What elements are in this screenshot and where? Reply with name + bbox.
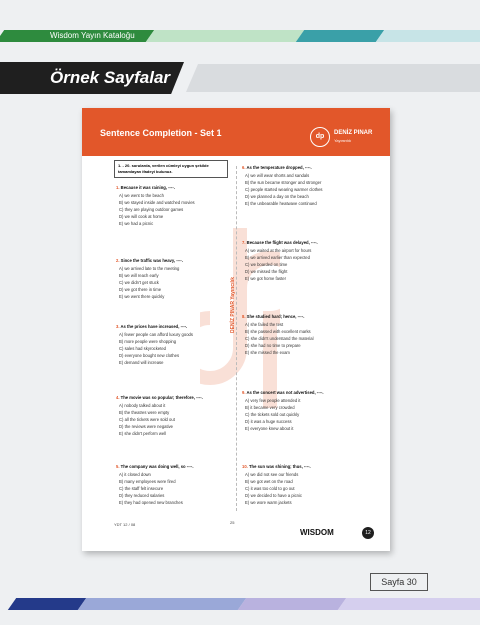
option-d: D) we planned a day on the beach bbox=[245, 194, 309, 200]
option-a: A) nobody talked about it bbox=[119, 402, 166, 408]
wisdom-logo: WISDOM bbox=[300, 528, 334, 537]
question-number: 9. bbox=[242, 390, 246, 395]
option-e: E) we had a picnic bbox=[119, 221, 154, 227]
side-logo: DENİZ PINAR Yayıncılık bbox=[230, 276, 236, 333]
bottom-stripe-blue bbox=[78, 598, 246, 610]
question-number: 6. bbox=[242, 165, 246, 170]
question-stem: Because it was raining, ----. bbox=[120, 185, 175, 190]
top-stripe-teal bbox=[296, 30, 384, 42]
page-header-title: Sentence Completion - Set 1 bbox=[100, 128, 222, 138]
option-c: C) the staff felt insecure bbox=[119, 485, 164, 491]
option-e: E) everyone knew about it bbox=[245, 426, 294, 432]
question-number: 2. bbox=[116, 258, 120, 263]
option-b: B) we will reach early bbox=[119, 272, 159, 278]
option-d: D) she had no time to prepare bbox=[245, 343, 301, 349]
publisher-logo-icon: dp bbox=[310, 127, 330, 147]
question-8 bbox=[242, 314, 362, 357]
question-number: 1. bbox=[116, 185, 120, 190]
question-stem: Since the traffic was heavy, ----. bbox=[120, 258, 183, 263]
option-b: B) we stayed inside and watched movies bbox=[119, 199, 195, 205]
option-c: C) people started wearing warmer clothes bbox=[245, 186, 323, 192]
question-stem: Because the flight was delayed, ----. bbox=[246, 240, 318, 245]
option-b: B) the theatres were empty bbox=[119, 409, 170, 415]
question-7 bbox=[242, 240, 362, 283]
question-stem: The sun was shining; thus, ----. bbox=[249, 464, 311, 469]
option-d: D) everyone bought new clothes bbox=[119, 353, 180, 359]
question-2 bbox=[116, 258, 236, 301]
publisher-subtitle: Yayıncılık bbox=[334, 138, 352, 143]
option-e: E) we went there quickly bbox=[119, 294, 165, 300]
option-b: B) the sun became stronger and stronger bbox=[245, 179, 322, 185]
page-number: 25 bbox=[230, 520, 235, 525]
option-c: C) sales had skyrocketed bbox=[119, 345, 167, 351]
question-9 bbox=[242, 390, 362, 433]
option-b: B) many employees were fired bbox=[119, 478, 176, 484]
bottom-stripe-lightlavender bbox=[338, 598, 480, 610]
question-stem: She studied hard; hence, ----. bbox=[246, 314, 305, 319]
option-e: E) the unbearable heatwave continued bbox=[245, 201, 317, 207]
top-stripe-lightgreen bbox=[146, 30, 304, 42]
grade-badge-icon: 12 bbox=[362, 527, 374, 539]
question-4 bbox=[116, 395, 236, 438]
question-5 bbox=[116, 464, 236, 507]
section-title: Örnek Sayfalar bbox=[50, 68, 171, 87]
option-b: B) we arrived earlier than expected bbox=[245, 254, 310, 260]
option-d: D) the reviews were negative bbox=[119, 424, 173, 430]
option-e: E) we wore warm jackets bbox=[245, 500, 292, 506]
top-stripe-lightteal bbox=[376, 30, 480, 42]
option-e: E) we got home faster bbox=[245, 276, 286, 282]
option-b: B) it became very crowded bbox=[245, 404, 295, 410]
banner-grey-band bbox=[186, 64, 480, 92]
question-number: 7. bbox=[242, 240, 246, 245]
option-c: C) all the tickets were sold out bbox=[119, 416, 175, 422]
page-indicator: Sayfa 30 bbox=[370, 573, 428, 591]
question-stem: The company was doing well, so ----. bbox=[120, 464, 194, 469]
option-a: A) very few people attended it bbox=[245, 397, 301, 403]
option-b: B) she passed with excellent marks bbox=[245, 328, 311, 334]
option-a: A) we did not see our friends bbox=[245, 471, 299, 477]
question-number: 5. bbox=[116, 464, 120, 469]
catalog-label: Wisdom Yayın Kataloğu bbox=[50, 31, 135, 40]
question-number: 4. bbox=[116, 395, 120, 400]
option-c: C) it was too cold to go out bbox=[245, 485, 295, 491]
instruction-box: 1. - 20. sorularda, verilen cümleyi uygun şekilde tamamlayan ifadeyi bulunuz. bbox=[114, 160, 228, 178]
option-b: B) we got wet on the road bbox=[245, 478, 293, 484]
option-c: C) she didn't understand the material bbox=[245, 335, 314, 341]
option-a: A) fewer people can afford luxury goods bbox=[119, 331, 193, 337]
option-a: A) we went to the beach bbox=[119, 192, 164, 198]
option-a: A) we will wear shorts and sandals bbox=[245, 172, 310, 178]
option-d: D) we will cook at home bbox=[119, 214, 164, 220]
option-c: C) we boarded on time bbox=[245, 261, 288, 267]
question-1 bbox=[116, 185, 236, 228]
publisher-name: DENİZ PINAR bbox=[334, 130, 373, 136]
option-a: A) we arrived late to the meeting bbox=[119, 265, 180, 271]
option-e: E) she didn't perform well bbox=[119, 431, 167, 437]
option-d: D) we decided to have a picnic bbox=[245, 493, 303, 499]
option-c: C) we didn't get stuck bbox=[119, 279, 159, 285]
option-d: D) it was a huge success bbox=[245, 419, 292, 425]
question-stem: As the temperature dropped, ----. bbox=[246, 165, 312, 170]
option-a: A) it closed down bbox=[119, 471, 151, 477]
question-stem: As the concert was not advertised, ----. bbox=[246, 390, 324, 395]
bottom-stripe-lavender bbox=[238, 598, 346, 610]
question-6 bbox=[242, 165, 362, 208]
option-c: C) the tickets sold out quickly bbox=[245, 411, 300, 417]
option-d: D) we got there in time bbox=[119, 287, 162, 293]
question-stem: As the prices have increased, ----. bbox=[120, 324, 188, 329]
option-c: C) they are playing outdoor games bbox=[119, 206, 184, 212]
question-10 bbox=[242, 464, 362, 507]
page-footer-code: YDT 12 / 08 bbox=[114, 522, 136, 527]
option-a: A) we waited at the airport for hours bbox=[245, 247, 312, 253]
option-e: E) they had opened new branches bbox=[119, 500, 183, 506]
option-d: D) they reduced salaries bbox=[119, 493, 165, 499]
option-e: E) she missed the exam bbox=[245, 350, 290, 356]
option-a: A) she failed the test bbox=[245, 321, 284, 327]
question-3 bbox=[116, 324, 236, 367]
option-e: E) demand will increase bbox=[119, 360, 164, 366]
question-stem: The movie was so popular; therefore, ----. bbox=[120, 395, 203, 400]
sample-page bbox=[82, 108, 390, 551]
question-number: 10. bbox=[242, 464, 248, 469]
option-d: D) we missed the flight bbox=[245, 269, 288, 275]
column-divider bbox=[236, 166, 237, 511]
bottom-stripe-navy bbox=[8, 598, 86, 610]
question-number: 3. bbox=[116, 324, 120, 329]
option-b: B) more people were shopping bbox=[119, 338, 177, 344]
question-number: 8. bbox=[242, 314, 246, 319]
